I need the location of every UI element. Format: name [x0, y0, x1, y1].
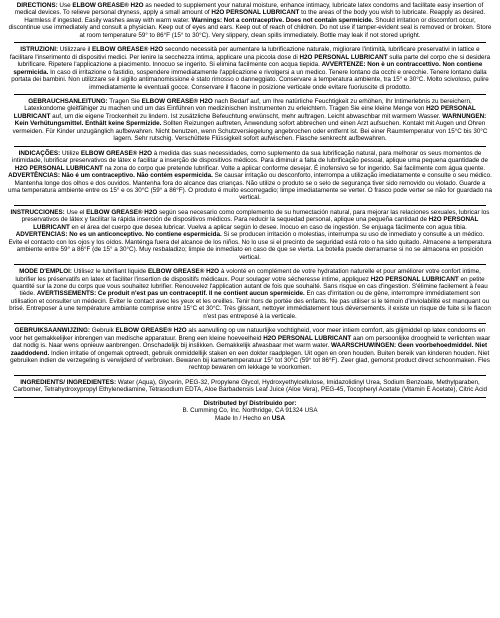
section-ingredients-text: Water (Aqua), Glycerin, PEG-32, Propylene Glycol, Hydroxyethylcellulose, Imidazolidinyl Urea, Sodium Benzoate, Methylparaben, Carbomer, Tetrahydroxypropyl Ethylenediamine, Tetrasodium EDTA, Aloe Barbadensis Leaf Juice (Aloe Vera), PEG-45, Tocopheryl Acetate (Vitamin E Acetate), Citric Acid [12, 378, 488, 394]
section-divider [14, 205, 486, 206]
section-pt-text: ELBOW GREASE® H2O [80, 149, 153, 157]
section-fr-text: En cas d'irritation ou de gêne, interrompre immédiatement son utilisation et consulter un médecin. Eviter le contact avec les yeux et les oreilles. Tenir hors de portée des enfants. Ne pas utiliser si le témoin d'inviolabilité est manquant ou brisé. Entreposer à une température ambiante comprise entre 15°C et 30°C. Très glissant, nettoyer immédiatement tous déversements. il existe un risque de fuite si le flacon n'est pas entreposé à la verticale. [9, 290, 491, 320]
section-fr-text: à volonté en complément de votre hydratation naturelle et pour améliorer votre confort intime, lubrifier les préservatifs en latex et faciliter l'insertion de dispositifs médicaux. Pour soulager votre sécheresse intime, appliquez [15, 268, 481, 283]
section-de-text: GEBRAUCHSANLEITUNG: [28, 97, 108, 105]
section-en-text: to the areas of the body you wish to lubricate. Reapply as desired. Harmless if ingested. Easily washes away with warm water. [24, 9, 486, 24]
section-es-text: INSTRUCCIONES: [10, 208, 65, 216]
section-it-text: ISTRUZIONI: [20, 46, 59, 54]
section-divider [14, 375, 486, 376]
section-nl-text: H2O PERSONAL LUBRICANT [263, 334, 352, 342]
section-en-text: H2O PERSONAL LUBRICANT [211, 9, 300, 17]
section-nl-text: aan om persoonlijke droogheid te verlichten waar dat nodig is. Naar wens opnieuw aanbrengen. Onschadelijk bij inslikken. Gemakkelijk afwasbaar met warm water. [12, 334, 491, 350]
section-divider [14, 397, 486, 398]
section-nl-text: WAARSCHUWINGEN: Geen voorbehoedmiddel. Niet zaaddodend. [10, 342, 488, 357]
section-de-text: ELBOW GREASE® H2O [141, 97, 213, 105]
section-de-text: Tragen Sie [107, 97, 142, 105]
section-pt-text: Se causar irritação ou desconforto, interrompa a utilização imediatamente e consulte o seu médico. Mantenha longe dos olhos e dos ouvidos. Mantenha fora do alcance das crianças. Não utilize o produto se o selo de segurança tiver sido removido ou violado. Guarde a uma temperatura ambiente entre os 15° e os 30°C (59° a 86°F). O produto é muito escorregadio; limpe imediatamente se verter. O frasco pode verter se não for guardado na vertical. [8, 172, 492, 202]
section-en-text: Warnings: Not a contraceptive. Does not contain spermicide. [191, 16, 374, 24]
section-nl-text: Gebruik [89, 327, 116, 335]
section-pt-text: na zona do corpo que pretende lubrificar. Volte a aplicar conforme desejar. É inofensivo se for ingerido. Sai facilmente com água quente. [102, 164, 486, 172]
label-sections [6, 1, 494, 398]
section-pt-text: INDICAÇÕES: [18, 149, 61, 157]
section-pt-text: Utilize [60, 149, 81, 157]
section-de-text: nach Bedarf auf, um Ihre natürliche Feuchtigkeit zu erhöhen, Ihr Intimerlebnis zu bereichern, Latexkondome gleitfähiger zu machen und um das Einführen von medizinischen Instrumenten zu erleichtern. Tragen Sie eine kleine Menge von [24, 97, 472, 113]
section-de-text: auf, um die eigene Trockenheit zu lindern. Ist zusätzliche Befeuchtung erwünscht, mehr auftragen. Leicht abwaschbar mit warmem Wasser. [50, 112, 443, 120]
section-pt-text: H2O PERSONAL LUBRICANT [14, 164, 103, 172]
section-it-text: In caso di irritazione o fastidio, sospendere immediatamente l'applicazione e rivolgersi a un medico. Tenere lontano da occhi e orecchie. Tenere lontano dalla portata dei bambini. Non utilizzare se il sigillo antimanomissione è stato rimosso o danneggiato. Conservare a temperatura ambiente, tra 15° e 30°C. Molto scivoloso, pulire immediatamente le eventuali gocce. Conservare il flacone in posizione verticale onde evitare fuoriuscite di prodotto. [11, 68, 489, 91]
section-es-text: Use el [64, 208, 87, 216]
section-divider [14, 42, 486, 43]
section-de [6, 97, 494, 145]
section-it-text: secondo necessità per aumentare la lubrificazione naturale, migliorare l'intimità, lubrificare preservativi in lattice e facilitare l'inserimento di dispositivi medici. Per lenire la secchezza intima, applicare una piccola dose di [9, 46, 480, 61]
distributor-company: B. Cumming Co, Inc. Northridge, CA 91324 USA [182, 407, 318, 415]
section-fr-text: AVERTISSEMENTS: Ce produit n'est pas un contraceptif. Il ne contient aucun spermicide. [36, 290, 305, 298]
section-it-text: sulla parte del corpo che si desidera lubrificare. Ripetere l'applicazione a piacimento. Innocuo se ingerito. Si elimina facilmente con acqua tiepida. [17, 53, 491, 69]
section-es-text: en el área del cuerpo que desea lubricar. Vuelva a aplicar según lo desee. Inocuo en caso de ingestión. Se enjuaga fácilmente con agua tibia. [69, 223, 467, 231]
section-pt-text: à medida das suas necessidades, como suplemento da sua lubrificação natural, para melhorar os seus momentos de intimidade, lubrificar preservativos de látex e facilitar a inserção de dispositivos médicos. Para diminuir a falta de lubrificação pessoal, aplique uma pequena quantidade de [11, 149, 489, 165]
section-nl [6, 326, 494, 374]
section-fr-text: en petite quantité sur la zone du corps que vous souhaitez lubrifier. Renouvelez l'application autant de fois que souhaité. Sans risque en cas d'ingestion. S'élimine facilement à l'eau tiède. [12, 275, 488, 298]
section-es-text: según sea necesario como complemento de su humectación natural, para mejorar las relaciones sexuales, lubricar los preservativos de látex y facilitar la rápida inserción de dispositivos médicos. Para reducir la sequedad personal, aplique una pequeña cantidad de [21, 208, 490, 224]
section-ingredients-text: INGREDIENTS/ INGREDIENTES: [20, 378, 117, 386]
section-ingredients [6, 378, 494, 396]
section-it-text: H2O PERSONAL LUBRICANT [299, 53, 388, 61]
section-divider [14, 264, 486, 265]
section-en-text: Should irritation or discomfort occur, discontinue use immediately and consult a physician. Keep out of eyes and ears. Keep out of reach of children. Do not use if tamper-evident seal is removed or broken. Store at room temperature 59° to 86°F (15° to 30°C). Very slippery, clean spills immediately. Bottle may leak if not stored upright. [8, 16, 492, 39]
section-divider [14, 146, 486, 147]
section-it-text: AVVERTENZE: Non è un contraccettivo. Non contiene spermicida. [13, 61, 483, 76]
section-de-text: H2O PERSONAL LUBRICANT [13, 105, 476, 120]
section-es-text: ADVERTENCIAS: No es un anticonceptivo. No contiene espermicida. [15, 231, 222, 239]
section-it-text: Utilizzare il [58, 46, 93, 54]
distributor-block [6, 400, 494, 423]
section-pt-text: ADVERTÊNCIAS: Não é um contraceptivo. Não contém espermicida. [8, 172, 213, 180]
section-nl-text: GEBRUIKSAANWIJZING: [14, 327, 90, 335]
section-de-text: WARNUNGEN: Kein Verhütungsmittel. Enthält keine Spermizide. [14, 112, 487, 128]
section-fr-text: ELBOW GREASE® H2O [147, 268, 220, 276]
section-es-text: Si se producen irritación o molestias, interrumpa su uso de inmediato y consulte a un médico. Evite el contacto con los ojos y los oídos. Manténga fuera del alcance de los niños. No lo use si el precinto de seguridad está roto o ha sido quitado. Almacene a temperatura ambiente entre 59° a 86°F (de 15° a 30°C). Muy resbaladizo; limpie de inmediato en caso de que se vierta. La botella puede derramarse si no se almacena en posición vertical. [8, 231, 492, 261]
section-en-text: as needed to supplement your natural moisture, enhance intimacy, lubricate latex condoms and facilitate easy insertion of medical devices. To relieve personal dryness, apply a small amount of [14, 2, 484, 17]
section-en-text: ELBOW GREASE® H2O [72, 2, 144, 9]
section-nl-text: Indien irritatie of ongemak optreedt, gebruik onmiddellijk staken en een dokter raadplegen. Uit ogen en oren houden. Buiten bereik van kinderen houden. Niet gebruiken indien de verzegeling is verwijderd of verbroken. Bewaren bij kamertemperatuur 15° tot 30°C (59° tot 86°F). Zeer glad, gemorst product direct schoonmaken. Fles rechtop bewaren om lekkage te voorkomen. [10, 349, 490, 372]
section-nl-text: ELBOW GREASE® H2O [115, 327, 187, 335]
section-fr [6, 267, 494, 322]
section-it [6, 45, 494, 93]
section-it-text: ELBOW GREASE® H2O [92, 46, 164, 54]
section-divider [14, 323, 486, 324]
section-de-text: Sollten Reizungen auftreten, Anwendung sofort abbrechen und einen Arzt aufsuchen. Kontakt mit Augen und Ohren vermeiden. Für Kinder unzugänglich aufbewahren. Nicht benutzen, wenn Schutzversiegelung angebrochen oder entfernt ist. Bei einer Raumtemperatur von 15°C bis 30°C lagern. Sehr rutschig. Verschüttete Flüssigkeit sofort aufwischen. Flasche senkrecht aufbewahren. [12, 120, 488, 143]
section-es-text: ELBOW GREASE® H2O [86, 208, 158, 216]
made-in-country: USA [271, 415, 285, 423]
section-nl-text: als aanvulling op uw natuurlijke vochtigheid, voor meer intiem comfort, als glijmiddel op latex condooms en voor het gemakkelijker inbrengen van medische apparatuur. Breng een kleine hoeveelheid [9, 327, 486, 342]
section-es-text: H2O PERSONAL LUBRICANT [33, 216, 479, 231]
section-en-text: Use [57, 2, 73, 9]
section-es [6, 208, 494, 263]
section-fr-text: Utilisez le lubrifiant liquide [72, 268, 148, 276]
made-in-line [6, 415, 494, 423]
section-fr-text: MODE D'EMPLOI: [19, 268, 73, 276]
section-pt [6, 149, 494, 204]
distributor-heading: Distributed by/ Distribuido por: [203, 399, 297, 407]
section-fr-text: H2O PERSONAL LUBRICANT [370, 275, 459, 283]
section-en [6, 1, 494, 41]
section-en-text: DIRECTIONS: [16, 2, 58, 9]
section-divider [14, 94, 486, 95]
made-in-prefix: Made In / Hecho en [214, 415, 272, 423]
